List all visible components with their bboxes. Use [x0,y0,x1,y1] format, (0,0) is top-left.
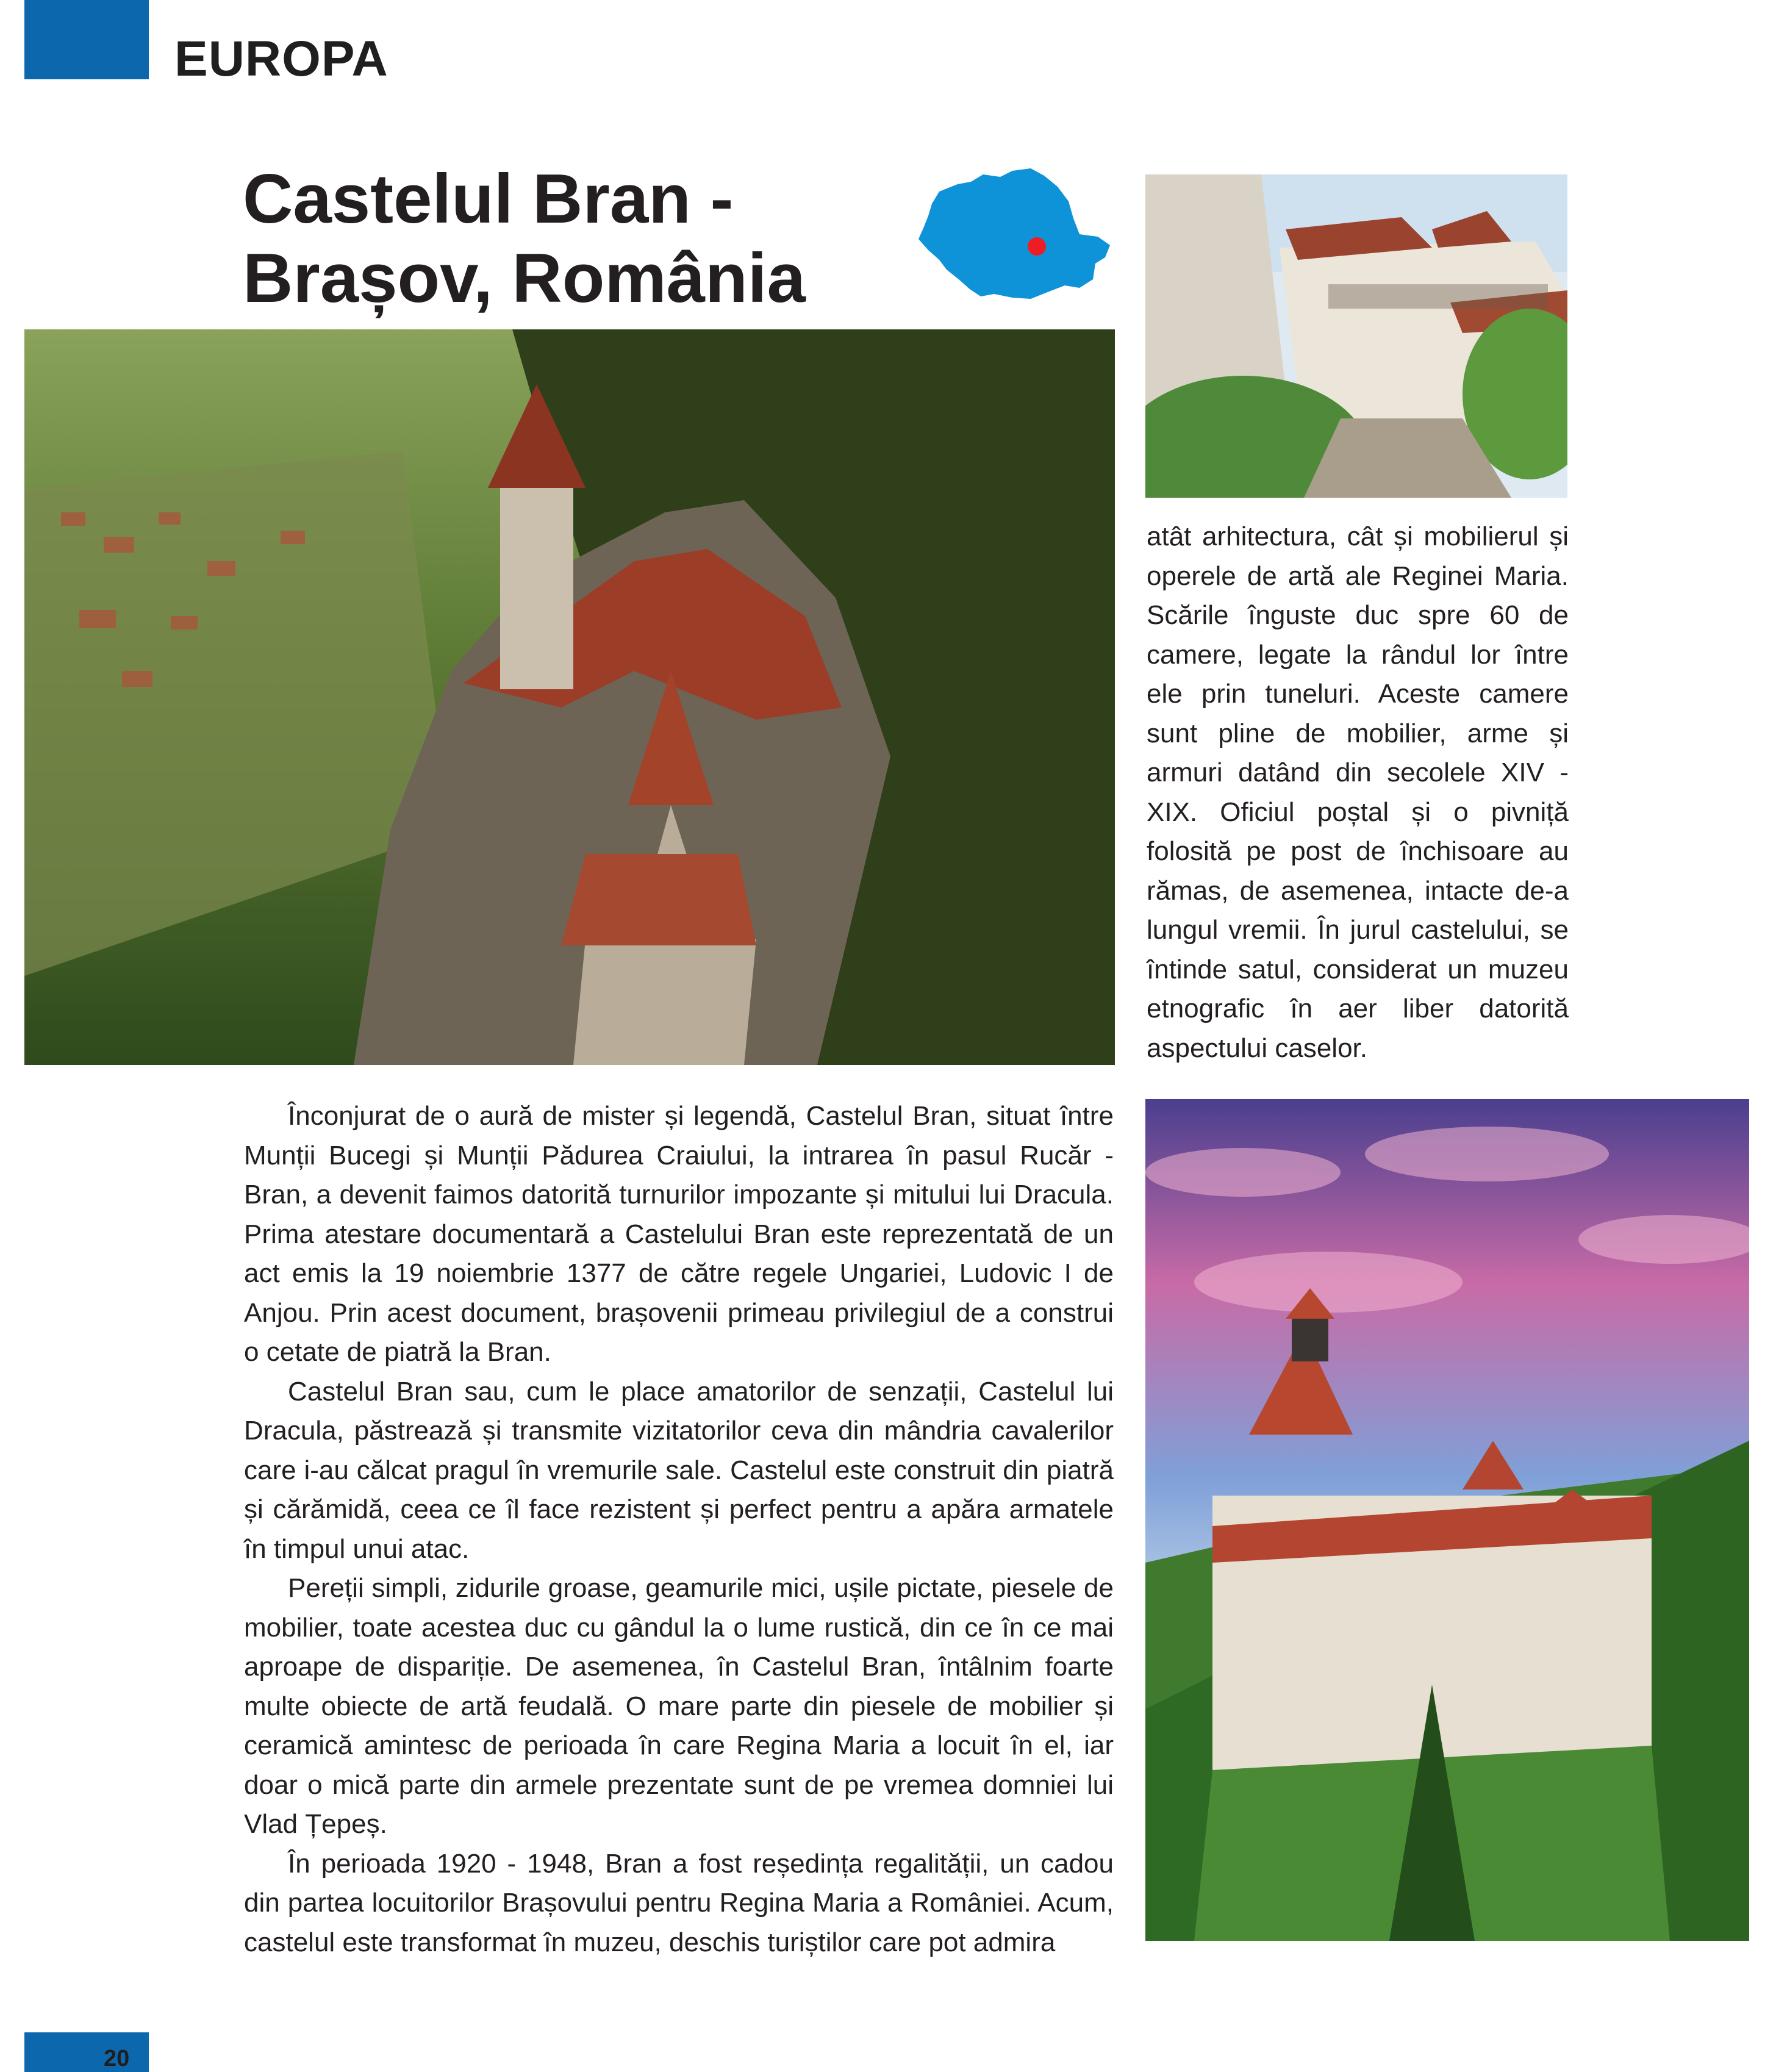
photo-castle-courtyard [1145,174,1567,498]
romania-outline [918,168,1110,299]
romania-map-icon [915,166,1116,306]
photo-castle-sunset [1145,1099,1749,1941]
title-line-2: Brașov, România [243,240,806,317]
side-column-text: atât arhitectura, cât și mobilierul și operele de artă ale Reginei Maria. Scările înguste duc spre 60 de camere, legate la rândul lor între ele prin tuneluri. Aceste camere sunt pline de mobilier, arme și armuri datând din secolele XIV - XIX. Oficiul poștal și o pivniță folosită pe post de închisoare au rămas, de asemenea, intacte de-a lungul vremii. În jurul castelului, se întinde satul, considerat un muzeu etnografic în aer liber datorită aspectului caselor. [1147,522,1569,1063]
article-body [244,1097,1114,1962]
body-paragraph: Înconjurat de o aură de mister și legendă, Castelul Bran, situat între Munții Bucegi și Munții Pădurea Craiului, la intrarea în pasul Rucăr - Bran, a devenit faimos datorită turnurilor impozante și mitului lui Dracula. Prima atestare documentară a Castelului Bran este reprezentată de un act emis la 19 noiembrie 1377 de către regele Ungariei, Ludovic I de Anjou. Prin acest document, brașovenii primeau privilegiul de a construi o cetate de piatră la Bran. [244,1101,1114,1367]
section-color-block [24,0,149,79]
footer-color-block [24,2032,149,2072]
body-paragraph: Pereții simpli, zidurile groase, geamurile mici, ușile pictate, piesele de mobilier, toate acestea duc cu gândul la o lume rustică, din ce în ce mai aproape de dispariție. De asemenea, în Castelul Bran, întâlnim foarte multe obiecte de artă feudală. O mare parte din piesele de mobilier și ceramică amintesc de perioada în care Regina Maria a locuit în el, iar doar o mică parte din armele prezentate sunt de pe vremea domniei lui Vlad Țepeș. [244,1573,1114,1839]
bran-location-marker [1028,237,1046,256]
title-line-1: Castelul Bran - [243,160,734,238]
page-title [243,160,853,318]
body-paragraph: Castelul Bran sau, cum le place amatorilor de senzații, Castelul lui Dracula, păstrează și transmite vizitatorilor ceva din mândria cavalerilor care i-au călcat pragul în vremurile sale. Castelul este construit din piatră și cărămidă, ceea ce îl face rezistent și perfect pentru a apăra armatele în timpul unui atac. [244,1376,1114,1564]
body-paragraph: În perioada 1920 - 1948, Bran a fost reședința regalității, un cadou din partea locuitorilor Brașovului pentru Regina Maria a României. Acum, castelul este transformat în muzeu, deschis turiștilor care pot admira [244,1848,1114,1957]
section-label: EUROPA [174,31,389,87]
page-number: 20 [104,2046,130,2071]
photo-castle-aerial [24,329,1115,1065]
